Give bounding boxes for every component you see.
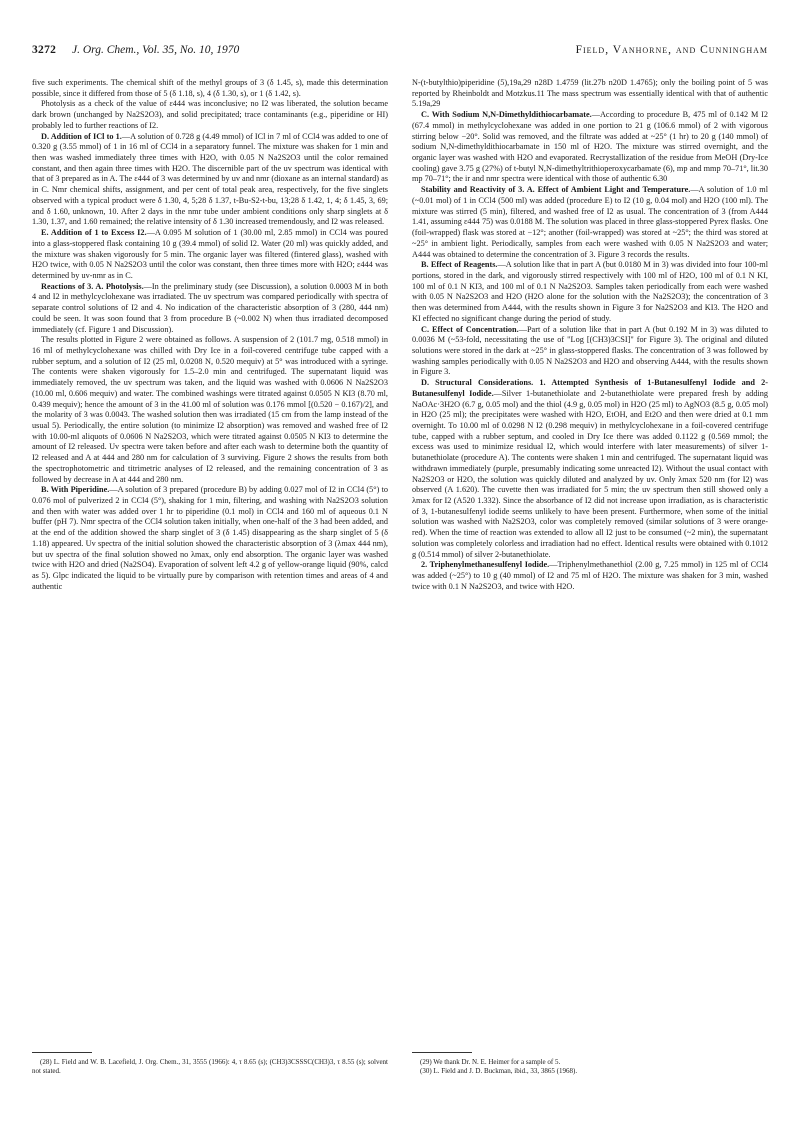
paragraph-text: N-(t-butylthio)piperidine (5),19a,29 n28D 1.4759 (lit.27b n20D 1.4765); only the boiling point of 5 was reported by Rheinboldt and Motzkus.11 The mass spectrum was essentially identical with that of authentic 5.19a,29 xyxy=(412,78,768,109)
left-column xyxy=(32,78,388,593)
paragraph xyxy=(412,560,768,592)
journal-citation: J. Org. Chem., Vol. 35, No. 10, 1970 xyxy=(72,44,240,56)
paragraph-text: —A 0.095 M solution of 1 (30.00 ml, 2.85 mmol) in CCl4 was poured into a glass-stoppered flask containing 10 g (39.4 mmol) of solid I2. Water (20 ml) was quickly added, and the mixture was shaken vigorously for 5 min. The organic layer was filtered (fintered glass), washed with H2O twice, with 0.05 N Na2S2O3 until the color was constant, then three times more with H2O; ε444 was determined by uv-nmr as in C. xyxy=(32,228,388,280)
paragraph xyxy=(32,78,388,99)
footnote-rule-left xyxy=(32,1052,92,1053)
paragraph xyxy=(32,485,388,592)
paragraph-text: —In the preliminary study (see Discussion), a solution 0.0003 M in both 4 and I2 in methylcyclohexane was irradiated. The uv spectrum was compared periodically with spectra of separate control solutions of I2 and 4. No indication of the characteristic absorption of 3 (280, 444 nm) could be seen. It was soon found that 3 from procedure B (~0.002 N) when thus irradiated decomposed immediately (cf. Figure 1 and Discussion). xyxy=(32,281,388,334)
paragraph xyxy=(412,185,768,260)
paragraph xyxy=(32,228,388,282)
section-heading: C. With Sodium N,N-Dimethyldithiocarbamate. xyxy=(421,110,592,120)
paragraph-text: Photolysis as a check of the value of ε444 was inconclusive; no I2 was liberated, the solution became dark brown (unchanged by Na2S2O3), and solid precipitated; trace contaminants (e.g., piperidine or HI) probably led to further reactions of I2. xyxy=(32,99,388,130)
right-column xyxy=(412,78,768,593)
running-header xyxy=(32,44,768,60)
paragraph-text: five such experiments. The chemical shift of the methyl groups of 3 (δ 1.45, s), made this determination possible, since it differed from those of 5 (δ 1.18, s), 4 (δ 1.30, s), or 1 (δ 1.42, s). xyxy=(32,78,388,98)
section-heading: C. Effect of Concentration. xyxy=(421,324,519,334)
paragraph-text: —Triphenylmethanethiol (2.00 g, 7.25 mmol) in 125 ml of CCl4 was added (~25°) to 10 g (40 mmol) of I2 and 75 ml of H2O. The mixture was shaken for 3 min, washed twice with 0.1 N Na2S2O3, and twice with H2O. xyxy=(412,560,768,591)
paragraph-text: —A solution of 0.728 g (4.49 mmol) of ICl in 7 ml of CCl4 was added to one of 0.320 g (3.55 mmol) of 1 in 16 ml of CCl4 in a separatory funnel. The mixture was shaken for 1 min and then was washed immediately three times with H2O, with 0.05 N Na2S2O3 until the color remained constant, and then again three times with H2O. The discernible part of the uv spectrum was identical with that of 3 prepared as in A. The ε444 of 3 was determined by uv and nmr (dioxane as an internal standard) as in C. Nmr chemical shifts, assignment, and per cent of total peak area, respectively, for the five singlets observed with a typical product were δ 1.30, 4, 5;28 δ 1.37, t-Bu-S2-t-bu, 13;28 δ 1.42, 1, 4; δ 1.45, 3, 69; and δ 1.60, unknown, 10. After 2 days in the nmr tube under ambient conditions only sharp singlets at δ 1.30, 1.37, and 1.60 remained; the relative intensity of δ 1.30 increased tremendously, and I2 was released. xyxy=(32,131,388,227)
section-heading: 2. Triphenylmethanesulfenyl Iodide. xyxy=(421,560,550,570)
paragraph-text: —A solution of 3 prepared (procedure B) by adding 0.027 mol of I2 in CCl4 (5°) to 0.076 mol of pulverized 2 in CCl4 (5°), shaking for 1 min, filtering, and washing with Na2S2O3 solution and then with water was added over 1 hr to piperidine (0.1 mol) in CCl4 and 160 ml of aqueous 0.1 N buffer (pH 7). Nmr spectra of the CCl4 solution taken initially, when one-half of the 3 had been added, and at the end of the addition showed the sharp singlet of 3 (δ 1.45) disappearing as the sharp singlet of 5 (δ 1.18) appeared. Uv spectra of the initial solution showed the characteristic absorption of 3 (λmax 444 nm), but uv spectra of the final solution showed no λmax, only end absorption. The organic layer was washed twice with H2O and dried (Na2SO4). Evaporation of solvent left 4.2 g of yellow-orange liquid (90%, calcd as 5). Glpc indicated the liquid to be virtually pure by comparison with retention times and areas of 4 and authentic xyxy=(32,485,388,591)
running-authors: Field, Vanhorne, and Cunningham xyxy=(575,44,768,56)
paragraph xyxy=(412,110,768,185)
paragraph-text: —A solution of 1.0 ml (~0.01 mol) of 1 in CCl4 (500 ml) was added (procedure E) to I2 (10 g, 0.04 mol) and H2O (100 ml). The mixture was stirred (5 min), filtered, and washed free of I2 as usual. The concentration of 3 (from A444 1.41, assuming ε444 75) was 0.0188 M. The solution was placed in three glass-stoppered Pyrex flasks. One (foil-wrapped) flask was stored at −12°; another (foil-wrapped) was stored at ~25°; the third was stored at ~25° in ambient light. Periodically, samples from each were washed with 0.05 N Na2S2O3 and water; A444 was obtained to determine the concentration of 3. Figure 3 records the results. xyxy=(412,185,769,259)
paragraph xyxy=(32,335,388,485)
section-heading: B. Effect of Reagents. xyxy=(421,260,498,270)
section-heading: Stability and Reactivity of 3. A. Effect of Ambient Light and Temperature. xyxy=(421,185,691,195)
section-heading: D. Addition of ICl to 1. xyxy=(41,131,122,141)
section-heading: D. Structural Considerations. 1. Attempted Synthesis of 1-Butanesulfenyl Iodide and 2-Butanesulfenyl Iodide. xyxy=(412,378,768,398)
paragraph-text: The results plotted in Figure 2 were obtained as follows. A suspension of 2 (101.7 mg, 0.518 mmol) in 16 ml of methylcyclohexane was chilled with Dry Ice in a foil-covered centrifuge tube capped with a rubber septum, and a solution of I2 (25 ml, 0.0208 N, 0.520 mequiv) at 5° was introduced with a syringe. The contents were shaken vigorously for 1.5–2.0 min and centrifuged. The supernatant liquid was immediately removed, the uv spectrum was taken, and the liquid was washed with 0.0606 N Na2S2O3 (10.00 ml, 0.606 mequiv) and water. The combined washings were titrated against 0.0505 N KI3 (8.70 ml, 0.439 mequiv); hence the amount of 3 in the 41.00 ml of solution was 0.176 mmol [(0.520 − 0.167)/2], and the molarity of 3 was 0.0043. The washed solution then was irradiated (15 cm from the lamp instead of the usual 5). Periodically, the entire solution (to minimize I2 absorption) was removed and washed free of I2 with 10.00-ml aliquots of 0.0606 N Na2S2O3, which were titrated against 0.0505 N KI3 to determine the amount of I2 released. Uv spectra were taken before and after each wash to determine both the quantity of I2 released and A at 444 and 280 nm for calculation of 3 surviving. Figure 2 shows the results from both the spectrophotometric and titrimetric analyses of I2 released, and the remaining concentration of 3 as followed by decrease in A at 444 and 280 nm. xyxy=(32,335,388,484)
footnotes-right xyxy=(412,1058,768,1077)
section-heading: E. Addition of 1 to Excess I2. xyxy=(41,228,147,238)
paragraph xyxy=(412,260,768,324)
paragraph xyxy=(32,132,388,228)
paragraph-text: —A solution like that in part A (but 0.0180 M in 3) was divided into four 100-ml portions, stored in the dark, and vigorously stirred respectively with 100 ml of H2O, 100 ml of 0.1 N KI, 100 ml of 0.1 N KI3, and 100 ml of 0.1 N Na2S2O3. Samples taken periodically from each were washed with 0.05 N Na2S2O3 and H2O (H2O alone for the solution with the Na2S2O3); the concentration of 3 then was determined from A444, with the results shown in Figure 3 for Na2S2O3 and KI3. The H2O and KI effected no significant change during the period of study. xyxy=(412,260,768,323)
footnote: (28) L. Field and W. B. Lacefield, J. Org. Chem., 31, 3555 (1966): 4, τ 8.65 (s); (CH3)3CSSSC(CH3)3, τ 8.55 (s); solvent not stated. xyxy=(32,1058,388,1076)
paragraph-text: —Part of a solution like that in part A (but 0.192 M in 3) was diluted to 0.0036 M (~53-fold, necessitating the use of "Log [(CH3)3CSI]" for Figure 3). The original and diluted solutions were stored in the dark at ~25° in glass-stoppered flasks. The concentration of 3 was followed by washing samples periodically with 0.05 N Na2S2O3 and H2O and observing A444, with the results shown in Figure 3. xyxy=(412,324,768,377)
footnote-rule-right xyxy=(412,1052,472,1053)
page-number: 3272 xyxy=(32,44,57,56)
paragraph-text: —Silver 1-butanethiolate and 2-butanethiolate were prepared fresh by adding NaOAc·3H2O (6.7 g, 0.05 mol) and the thiol (4.9 g, 0.05 mol) in H2O (25 ml) to AgNO3 (8.5 g, 0.05 mol) in H2O (25 ml); the precipitates were washed with H2O, EtOH, and Et2O and then were dried at 0.1 mm overnight. To 10.00 ml of 0.0298 N I2 (0.298 mequiv) in methylcyclohexane in a foil-covered centrifuge tube, capped with a rubber septum, and cooled in Dry Ice there was added 0.1122 g (0.569 mmol; the excess was used to minimize residual I2, which would interfere with later measurements) of silver 1-butanethiolate (procedure A). The contents were shaken 1 min and centrifuged. The supernatant liquid was withdrawn immediately (purple, presumably indicating some unreacted I2). Without the usual contact with Na2S2O3 or H2O, the solution was quickly diluted and analyzed by uv. Only λmax 520 nm (for I2) was observed (A 1.620). The cuvette then was irradiated for 5 min; the uv spectrum then still showed only a λmax for I2 (A520 1.332). Since the absorbance of I2 did not increase upon irradiation, as is characteristic of 3, 1-butanesulfenyl iodide seems unlikely to have been present. Furthermore, when some of the initial solution was washed with Na2S2O3, color was completely removed (similar solutions of 3 were orange-red). When the time of reaction was extended to allow all I2 just to be consumed (~2 min), the supernatant solution was completely colorless and irradiation had no effect. Identical results were obtained with 0.1012 g (0.514 mmol) of silver 2-butanethiolate. xyxy=(412,388,768,559)
footnotes-left xyxy=(32,1058,388,1077)
footnote: (30) L. Field and J. D. Buckman, ibid., 33, 3865 (1968). xyxy=(420,1067,578,1076)
paragraph-text: —According to procedure B, 475 ml of 0.142 M I2 (67.4 mmol) in methylcyclohexane was added in one portion to 21 g (106.6 mmol) of 2 with vigorous stirring below −20°. Solid was removed, and the filtrate was added at ~25° (1 hr) to 20 g (140 mmol) of sodium N,N-dimethyldithiocarbamate in 150 ml of H2O. The mixture was stirred overnight, and the organic layer was washed with H2O and evaporated. Recrystallization of the residue from MeOH (Dry-Ice cooling) gave 3.75 g (27%) of t-butyl N,N-dimethyltrithioperoxycarbamate (6), mp and mmp 70–71°, lit.30 mp 70–71°; the ir and nmr spectra were identical with those of authentic 6.30 xyxy=(412,110,768,184)
section-heading: Reactions of 3. A. Photolysis. xyxy=(41,281,144,291)
paragraph xyxy=(412,378,768,560)
paragraph xyxy=(412,78,768,110)
footnote: (29) We thank Dr. N. E. Heimer for a sample of 5. xyxy=(420,1058,561,1066)
paragraph xyxy=(32,282,388,336)
paragraph xyxy=(32,99,388,131)
paragraph xyxy=(412,325,768,379)
section-heading: B. With Piperidine. xyxy=(41,485,110,495)
